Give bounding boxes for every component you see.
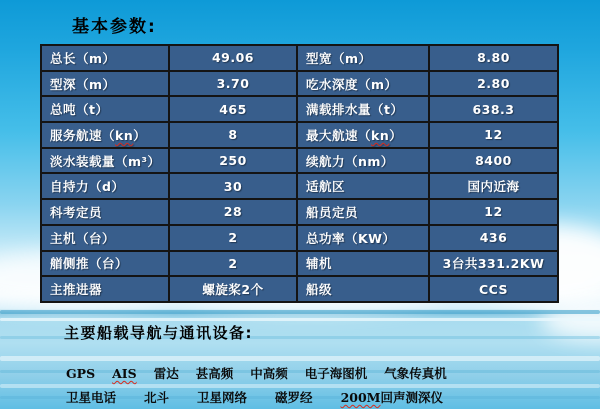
param-label-cell: 淡水装载量（m³） <box>41 148 169 174</box>
table-row <box>41 71 558 97</box>
param-label-cell: 适航区 <box>297 173 429 199</box>
param-label-cell: 科考定员 <box>41 199 169 225</box>
param-value-cell: 8400 <box>429 148 558 174</box>
param-label-cell: 总长（m） <box>41 45 169 71</box>
equipment-list-line1 <box>66 364 447 382</box>
equipment-item: 卫星网络 <box>197 390 248 405</box>
parameters-table <box>40 44 559 303</box>
water-streak <box>0 356 600 361</box>
table-row <box>41 122 558 148</box>
param-value-cell: 30 <box>169 173 297 199</box>
param-label-cell: 型深（m） <box>41 71 169 97</box>
param-label-cell: 总吨（t） <box>41 96 169 122</box>
param-label-cell: 船级 <box>297 276 429 302</box>
param-label-cell: 满载排水量（t） <box>297 96 429 122</box>
equipment-title: 主要船载导航与通讯设备: <box>64 324 253 342</box>
param-value-cell: 638.3 <box>429 96 558 122</box>
param-value-cell: 3台共331.2KW <box>429 251 558 277</box>
param-value-cell: 2.80 <box>429 71 558 97</box>
param-value-cell: 465 <box>169 96 297 122</box>
equipment-list-line2 <box>66 388 443 406</box>
param-label-cell: 自持力（d） <box>41 173 169 199</box>
param-value-cell: 8 <box>169 122 297 148</box>
table-row <box>41 251 558 277</box>
param-value-cell: 28 <box>169 199 297 225</box>
param-label-cell: 总功率（KW） <box>297 225 429 251</box>
equipment-item: 气象传真机 <box>384 366 447 381</box>
param-label-cell: 续航力（nm） <box>297 148 429 174</box>
param-value-cell: CCS <box>429 276 558 302</box>
param-value-cell: 2 <box>169 225 297 251</box>
param-label-cell: 艏侧推（台） <box>41 251 169 277</box>
table-row <box>41 45 558 71</box>
water-streak <box>0 318 600 321</box>
table-row <box>41 199 558 225</box>
param-value-cell: 螺旋桨2个 <box>169 276 297 302</box>
param-label-cell: 最大航速（kn） <box>297 122 429 148</box>
param-value-cell: 国内近海 <box>429 173 558 199</box>
param-value-cell: 2 <box>169 251 297 277</box>
page-title: 基本参数: <box>72 17 157 37</box>
table-row <box>41 225 558 251</box>
param-label-cell: 吃水深度（m） <box>297 71 429 97</box>
parameters-table-body <box>41 45 558 302</box>
equipment-item: 甚高频 <box>195 366 234 381</box>
table-row <box>41 148 558 174</box>
equipment-item: 中高频 <box>250 366 288 381</box>
param-label-cell: 主机（台） <box>41 225 169 251</box>
param-value-cell: 49.06 <box>169 45 297 71</box>
table-row <box>41 96 558 122</box>
table-row <box>41 173 558 199</box>
param-value-cell: 436 <box>429 225 558 251</box>
param-value-cell: 12 <box>429 199 558 225</box>
equipment-item: 200M回声测深仪 <box>340 390 444 405</box>
water-streak <box>0 310 600 314</box>
param-value-cell: 12 <box>429 122 558 148</box>
param-label-cell: 服务航速（kn） <box>41 122 169 148</box>
table-row <box>41 276 558 302</box>
equipment-item: 电子海图机 <box>304 366 368 381</box>
param-label-cell: 辅机 <box>297 251 429 277</box>
equipment-item: AIS <box>112 366 137 381</box>
equipment-item: 北斗 <box>144 390 170 405</box>
param-label-cell: 主推进器 <box>41 276 169 302</box>
param-value-cell: 250 <box>169 148 297 174</box>
param-label-cell: 型宽（m） <box>297 45 429 71</box>
equipment-item: 磁罗经 <box>275 390 313 405</box>
param-value-cell: 8.80 <box>429 45 558 71</box>
equipment-item: GPS <box>66 366 96 381</box>
equipment-item: 雷达 <box>153 366 179 381</box>
param-value-cell: 3.70 <box>169 71 297 97</box>
equipment-item: 卫星电话 <box>66 390 117 405</box>
param-label-cell: 船员定员 <box>297 199 429 225</box>
